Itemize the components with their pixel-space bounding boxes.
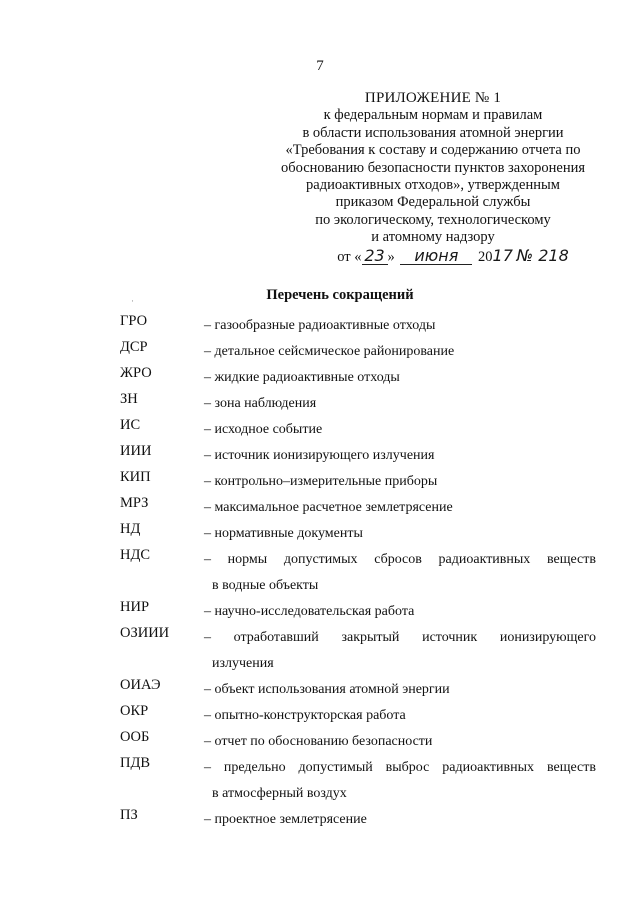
abbreviation-definition (204, 703, 596, 729)
definition-line: – источник ионизирующего излучения (204, 448, 435, 463)
abbreviation-term: ПЗ (120, 807, 138, 823)
definition-line: – контрольно–измерительные приборы (204, 474, 438, 489)
abbreviation-term: НДС (120, 547, 151, 563)
date-quote-close: » (387, 248, 395, 265)
abbreviation-definition (204, 443, 596, 469)
definition-line: – нормативные документы (204, 526, 363, 541)
appendix-line: обоснованию безопасности пунктов захоронения (280, 159, 586, 176)
stray-mark: · (131, 296, 134, 306)
appendix-line: радиоактивных отходов», утвержденным (306, 177, 560, 194)
abbreviation-definition (204, 625, 596, 677)
abbreviation-definition (204, 391, 596, 417)
appendix-line: в области использования атомной энергии (302, 124, 564, 141)
abbreviation-definition (204, 313, 596, 339)
abbreviation-term: НД (120, 521, 141, 537)
date-month-handwritten: июня (400, 247, 472, 265)
abbreviation-term: ОКР (120, 703, 149, 719)
abbreviation-definition (204, 469, 596, 495)
abbreviation-term: НИР (120, 599, 150, 615)
abbreviation-term: ОЗИИИ (120, 625, 170, 641)
date-year-prefix: 20 (478, 248, 493, 265)
abbreviation-definition (204, 339, 596, 365)
abbreviation-definition (204, 417, 596, 443)
definition-line: – проектное землетрясение (204, 812, 367, 827)
abbreviation-term: КИП (120, 469, 151, 485)
definition-line: – детальное сейсмическое районирование (204, 344, 455, 359)
definition-line: – зона наблюдения (204, 396, 317, 411)
definition-line: – исходное событие (204, 422, 323, 437)
definition-line: – отработавший закрытый источник ионизирующего (204, 630, 596, 645)
definition-continuation: в атмосферный воздух (212, 786, 347, 801)
abbreviation-definition (204, 807, 596, 833)
appendix-line: «Требования к составу и содержанию отчета по (285, 142, 581, 159)
abbreviation-term: ГРО (120, 313, 148, 329)
abbreviation-term: ДСР (120, 339, 148, 355)
abbreviation-definition (204, 521, 596, 547)
abbreviation-definition (204, 495, 596, 521)
abbreviation-term: МРЗ (120, 495, 149, 511)
definition-continuation: излучения (212, 656, 274, 671)
abbreviation-term: ОИАЭ (120, 677, 161, 693)
definition-line: – объект использования атомной энергии (204, 682, 450, 697)
definition-line: – предельно допустимый выброс радиоактивных веществ (204, 760, 596, 775)
definition-line: – газообразные радиоактивные отходы (204, 318, 436, 333)
appendix-title: ПРИЛОЖЕНИЕ № 1 (364, 90, 502, 106)
appendix-line: приказом Федеральной службы (335, 194, 531, 211)
abbreviation-definition (204, 365, 596, 391)
date-year-handwritten: 17 (492, 245, 513, 265)
date-day-handwritten: 23 (362, 247, 388, 265)
definition-line: – научно-исследовательская работа (204, 604, 415, 619)
abbreviation-term: ИИИ (120, 443, 152, 459)
abbreviation-definition (204, 599, 596, 625)
list-title: Перечень сокращений (266, 287, 414, 303)
definition-continuation: в водные объекты (212, 578, 319, 593)
definition-line: – жидкие радиоактивные отходы (204, 370, 400, 385)
appendix-line: к федеральным нормам и правилам (323, 107, 543, 124)
order-number-handwritten: № 218 (516, 245, 569, 265)
abbreviation-definition (204, 755, 596, 807)
abbreviation-definition (204, 677, 596, 703)
definition-line: – опытно-конструкторская работа (204, 708, 406, 723)
order-date (337, 247, 569, 266)
date-prefix: от « (337, 248, 362, 265)
definition-line: – отчет по обоснованию безопасности (204, 734, 433, 749)
abbreviation-term: ИС (120, 417, 141, 433)
definition-line: – максимальное расчетное землетрясение (204, 500, 453, 515)
appendix-line: по экологическому, технологическому (315, 211, 551, 228)
definition-line: – нормы допустимых сбросов радиоактивных веществ (204, 552, 596, 567)
abbreviation-term: ПДВ (120, 755, 151, 771)
abbreviation-term: ООБ (120, 729, 150, 745)
appendix-header (268, 90, 598, 266)
order-date-line (268, 247, 598, 266)
abbreviation-term: ЖРО (120, 365, 152, 381)
abbreviation-definition (204, 547, 596, 599)
abbreviation-definition (204, 729, 596, 755)
page-number: 7 (316, 58, 324, 74)
abbreviation-term: ЗН (120, 391, 138, 407)
appendix-line: и атомному надзору (371, 229, 495, 246)
